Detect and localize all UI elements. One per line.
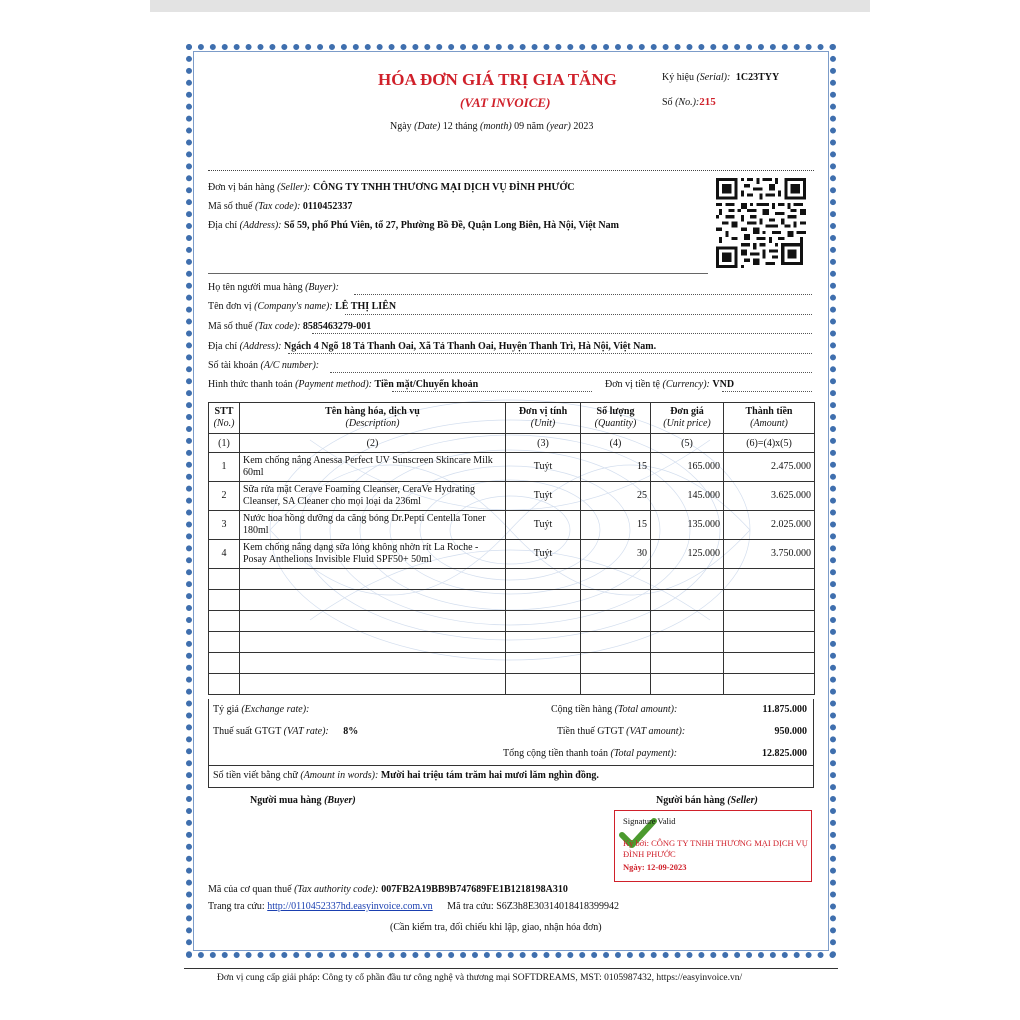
total-amount-line <box>551 704 677 715</box>
index-cell: (3) <box>506 434 581 453</box>
vat-amount-label-en: (VAT amount): <box>626 726 686 737</box>
no-label: Số <box>662 97 673 108</box>
total-amount-label: Cộng tiền hàng <box>551 704 613 715</box>
empty-row <box>209 674 815 695</box>
row-qty: 30 <box>581 540 651 569</box>
payment-method: Tiền mặt/Chuyển khoản <box>374 379 479 390</box>
table-row <box>209 540 815 569</box>
digital-signature-box <box>614 810 812 882</box>
col-no-vi: STT <box>214 406 234 417</box>
row-desc: Kem chống nắng Anessa Perfect UV Sunscreen Skincare Milk 60ml <box>240 453 506 482</box>
empty-row <box>209 569 815 590</box>
seller-name-label: Đơn vị bán hàng <box>208 182 275 193</box>
provider-info: Đơn vị cung cấp giải pháp: Công ty cổ phần đầu tư công nghệ và thương mại SOFTDREAMS, MST: 0105987432, https://easyinvoice.vn/ <box>217 973 743 983</box>
lookup-code-label: Mã tra cứu: <box>447 901 494 912</box>
table-row <box>209 482 815 511</box>
seller-name-label-en: (Seller): <box>277 182 311 193</box>
year-label: năm <box>526 121 544 132</box>
seller-tax-label: Mã số thuế <box>208 201 253 212</box>
row-qty: 25 <box>581 482 651 511</box>
index-cell: (4) <box>581 434 651 453</box>
seller-address-label: Địa chỉ <box>208 220 238 231</box>
seller-divider <box>208 273 708 274</box>
account-label-en: (A/C number): <box>260 360 320 371</box>
row-unit: Tuýt <box>506 482 581 511</box>
buyer-tax-dots <box>312 333 812 334</box>
payment-method-label: Hình thức thanh toán <box>208 379 293 390</box>
buyer-name-dots <box>354 294 812 295</box>
company-label: Tên đơn vị <box>208 301 252 312</box>
col-amount-en: (Amount) <box>750 418 788 429</box>
vat-amount-value: 950.000 <box>774 726 807 737</box>
serial-label: Ký hiệu <box>662 72 694 83</box>
empty-row <box>209 653 815 674</box>
empty-row <box>209 632 815 653</box>
exchange-rate-line <box>213 704 309 715</box>
col-unit-en: (Unit) <box>530 418 556 429</box>
lookup-code: S6Z3h8E30314018418399942 <box>496 901 619 912</box>
payment-method-line <box>208 379 478 390</box>
vat-amount-label: Tiền thuế GTGT <box>557 726 624 737</box>
index-cell: (6)=(4)x(5) <box>724 434 815 453</box>
buyer-tax-code: 8585463279-001 <box>302 321 372 332</box>
buyer-sign-vi: Người mua hàng <box>250 795 322 806</box>
buyer-address: Ngách 4 Ngõ 18 Tả Thanh Oai, Xã Tả Thanh Oai, Huyện Thanh Trì, Hà Nội, Việt Nam. <box>284 341 657 352</box>
vat-rate-line <box>213 726 358 737</box>
seller-name: CÔNG TY TNHH THƯƠNG MẠI DỊCH VỤ ĐÌNH PHƯỚC <box>313 182 575 193</box>
row-price: 135.000 <box>651 511 724 540</box>
seller-tax-line <box>208 201 352 212</box>
col-unit-vi: Đơn vị tính <box>518 406 568 417</box>
company-label-en: (Company's name): <box>254 301 333 312</box>
authority-label-en: (Tax authority code): <box>294 884 379 895</box>
signature-valid-text: Signature Valid <box>623 816 676 826</box>
account-label: Số tài khoản <box>208 360 258 371</box>
index-cell: (1) <box>209 434 240 453</box>
month-label: tháng <box>455 121 478 132</box>
col-desc-vi: Tên hàng hóa, dịch vụ <box>325 406 420 417</box>
top-gray-bar <box>150 0 870 12</box>
buyer-address-label-en: (Address): <box>239 341 282 352</box>
header-divider <box>208 170 814 171</box>
date-label-en: (Date) <box>414 121 441 132</box>
col-header-amount <box>724 403 815 434</box>
buyer-address-dots <box>288 353 812 354</box>
date-year: 2023 <box>573 121 594 132</box>
company-dots <box>345 314 812 315</box>
exchange-label-en: (Exchange rate): <box>241 704 310 715</box>
total-payment-label-en: (Total payment): <box>610 748 678 759</box>
empty-row <box>209 611 815 632</box>
buyer-address-label: Địa chỉ <box>208 341 238 352</box>
row-amount: 2.475.000 <box>724 453 815 482</box>
vat-rate-value: 8% <box>343 726 359 737</box>
amount-in-words: Mười hai triệu tám trăm hai mươi lăm nghìn đồng. <box>380 770 599 781</box>
invoice-subtitle: (VAT INVOICE) <box>460 95 551 110</box>
year-label-en: (year) <box>546 121 571 132</box>
amount-in-words-line <box>213 770 599 781</box>
col-header-desc <box>240 403 506 434</box>
qr-code <box>716 178 806 268</box>
row-price: 145.000 <box>651 482 724 511</box>
vat-rate-label: Thuế suất GTGT <box>213 726 282 737</box>
buyer-tax-label: Mã số thuế <box>208 321 253 332</box>
col-amount-vi: Thành tiền <box>745 406 793 417</box>
row-unit: Tuýt <box>506 453 581 482</box>
lookup-line <box>208 901 619 912</box>
row-no: 3 <box>209 511 240 540</box>
row-no: 4 <box>209 540 240 569</box>
serial-value: 1C23TYY <box>735 72 780 83</box>
account-dots <box>330 372 812 373</box>
payment-dots <box>392 391 592 392</box>
currency-label-en: (Currency): <box>662 379 710 390</box>
table-row <box>209 511 815 540</box>
seller-address: Số 59, phố Phú Viên, tổ 27, Phường Bồ Đề, Quận Long Biên, Hà Nội, Việt Nam <box>284 220 619 231</box>
invoice-number: 215 <box>699 96 716 108</box>
seller-sign-en: (Seller) <box>727 795 758 806</box>
row-no: 1 <box>209 453 240 482</box>
authority-code-line <box>208 884 568 895</box>
seller-address-line <box>208 220 619 231</box>
seller-name-line <box>208 182 575 193</box>
total-payment-line <box>503 748 677 759</box>
total-payment-value: 12.825.000 <box>762 748 807 759</box>
currency-line <box>605 379 734 390</box>
col-price-en: (Unit price) <box>663 418 711 429</box>
buyer-signature-label <box>250 795 356 806</box>
row-unit: Tuýt <box>506 511 581 540</box>
date-day: 12 <box>442 121 453 132</box>
date-month: 09 <box>514 121 525 132</box>
total-payment-label: Tổng cộng tiền thanh toán <box>503 748 608 759</box>
vat-amount-line <box>557 726 685 737</box>
buyer-label: Họ tên người mua hàng <box>208 282 303 293</box>
signed-by-text <box>623 838 809 860</box>
seller-address-label-en: (Address): <box>239 220 282 231</box>
total-amount-label-en: (Total amount): <box>614 704 678 715</box>
row-desc: Sữa rửa mặt Cerave Foaming Cleanser, CeraVe Hydrating Cleanser, SA Cleaner cho mọi loại da 236ml <box>240 482 506 511</box>
buyer-tax-line <box>208 321 371 332</box>
col-no-en: (No.) <box>213 418 235 429</box>
signed-date: 12-09-2023 <box>646 862 687 872</box>
seller-sign-vi: Người bán hàng <box>656 795 725 806</box>
col-qty-vi: Số lượng <box>596 406 635 417</box>
buyer-sign-en: (Buyer) <box>324 795 356 806</box>
invoice-title: HÓA ĐƠN GIÁ TRỊ GIA TĂNG <box>378 70 617 89</box>
column-index-row <box>209 434 815 453</box>
index-cell: (5) <box>651 434 724 453</box>
company-line <box>208 301 396 312</box>
total-amount-value: 11.875.000 <box>762 704 807 715</box>
row-qty: 15 <box>581 453 651 482</box>
row-price: 165.000 <box>651 453 724 482</box>
table-header-row <box>209 403 815 434</box>
serial-label-en: (Serial): <box>696 72 731 83</box>
currency-label: Đơn vị tiền tệ <box>605 379 660 390</box>
signed-by-prefix: Ký bởi: <box>623 838 649 848</box>
totals-block <box>208 699 814 788</box>
row-unit: Tuýt <box>506 540 581 569</box>
invoice-number-line <box>662 96 716 108</box>
date-label: Ngày <box>390 121 412 132</box>
col-price-vi: Đơn giá <box>670 406 704 417</box>
company-name: LÊ THỊ LIÊN <box>335 301 397 312</box>
account-line <box>208 360 319 371</box>
row-desc: Nước hoa hồng dưỡng da căng bóng Dr.Pepti Centella Toner 180ml <box>240 511 506 540</box>
col-qty-en: (Quantity) <box>594 418 637 429</box>
exchange-label: Tỷ giá <box>213 704 239 715</box>
lookup-label: Trang tra cứu: <box>208 901 265 912</box>
table-row <box>209 453 815 482</box>
buyer-tax-label-en: (Tax code): <box>254 321 301 332</box>
serial-line <box>662 72 779 83</box>
month-label-en: (month) <box>480 121 512 132</box>
row-no: 2 <box>209 482 240 511</box>
col-header-qty <box>581 403 651 434</box>
currency-value: VND <box>712 379 735 390</box>
signed-date-label: Ngày: <box>623 862 645 872</box>
index-cell: (2) <box>240 434 506 453</box>
seller-tax-label-en: (Tax code): <box>254 201 301 212</box>
buyer-name-line <box>208 282 339 293</box>
col-header-no <box>209 403 240 434</box>
no-label-en: (No.): <box>675 97 700 108</box>
signed-by-company: CÔNG TY TNHH THƯƠNG MẠI DỊCH VỤ ĐÌNH PHƯỚC <box>623 838 808 859</box>
signed-date-line <box>623 862 687 872</box>
row-amount: 3.625.000 <box>724 482 815 511</box>
col-desc-en: (Description) <box>345 418 400 429</box>
buyer-label-en: (Buyer): <box>305 282 339 293</box>
payment-method-label-en: (Payment method): <box>295 379 372 390</box>
words-divider <box>209 765 813 766</box>
buyer-address-line <box>208 341 656 352</box>
authority-label: Mã của cơ quan thuế <box>208 884 292 895</box>
row-amount: 2.025.000 <box>724 511 815 540</box>
row-desc: Kem chống nắng dạng sữa lỏng không nhờn rít La Roche - Posay Anthelions Invisible Fluid SPF50+ 50ml <box>240 540 506 569</box>
items-table <box>208 402 815 695</box>
row-amount: 3.750.000 <box>724 540 815 569</box>
words-label-en: (Amount in words): <box>300 770 379 781</box>
currency-dots <box>722 391 812 392</box>
verification-note: (Cần kiểm tra, đối chiếu khi lập, giao, nhận hóa đơn) <box>390 922 602 933</box>
date-line <box>390 121 593 132</box>
empty-row <box>209 590 815 611</box>
seller-signature-label <box>656 795 758 806</box>
vat-rate-label-en: (VAT rate): <box>283 726 329 737</box>
lookup-link[interactable]: http://0110452337hd.easyinvoice.com.vn <box>267 901 433 912</box>
seller-tax-code: 0110452337 <box>302 201 353 212</box>
row-qty: 15 <box>581 511 651 540</box>
footer-divider <box>184 968 838 969</box>
col-header-price <box>651 403 724 434</box>
authority-code: 007FB2A19BB9B747689FE1B1218198A310 <box>381 884 568 895</box>
col-header-unit <box>506 403 581 434</box>
words-label: Số tiền viết bằng chữ <box>213 770 298 781</box>
row-price: 125.000 <box>651 540 724 569</box>
